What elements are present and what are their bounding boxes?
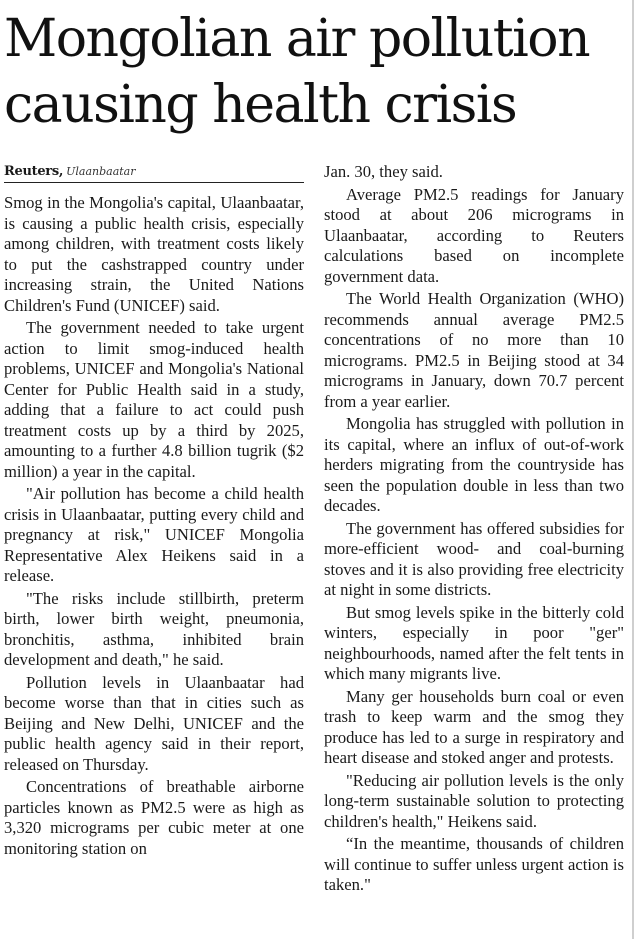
article-column-right [324,162,624,896]
article-paragraph: Mongolia has struggled with pollution in its capital, where an influx of out-of-work herders migrating from the countryside has seen the population double in less than two decades. [324,414,624,515]
article-paragraph: "The risks include stillbirth, preterm birth, lower birth weight, pneumonia, bronchitis, asthma, inhibited brain development and death," he said. [4,588,304,669]
article-paragraph: Smog in the Mongolia's capital, Ulaanbaatar, is causing a public health crisis, especially among children, with treatment costs likely to put the cashstrapped country under increasing strain, the United Nations Children's Fund (UNICEF) said. [4,193,304,315]
byline-place: Ulaanbaatar [66,165,136,178]
article-paragraph: The World Health Organization (WHO) recommends annual average PM2.5 concentrations of no more than 10 micrograms. PM2.5 in Beijing stood at 34 micrograms in January, down 70.7 percent from a year earlier. [324,289,624,411]
page-edge-line [632,0,634,939]
article-paragraph: But smog levels spike in the bitterly cold winters, especially in poor "ger" neighbourhoods, named after the felt tents in which many migrants live. [324,602,624,683]
byline-agency: Reuters, [4,164,64,179]
headline-line-1: Mongolian air pollution [4,9,590,69]
article-paragraph: “In the meantime, thousands of children will continue to suffer unless urgent action is taken." [324,834,624,894]
article-paragraph: Many ger households burn coal or even trash to keep warm and the smog they produce has led to a surge in respiratory and heart disease and stoked anger and protests. [324,686,624,767]
article-paragraph: The government has offered subsidies for more-efficient wood- and coal-burning stoves and it is also providing free electricity at night in some districts. [324,518,624,599]
byline [4,160,304,183]
article-paragraph: Average PM2.5 readings for January stood at about 206 micrograms in Ulaanbaatar, according to Reuters calculations based on incomplete government data. [324,184,624,286]
article-paragraph: The government needed to take urgent action to limit smog-induced health problems, UNICEF and Mongolia's National Center for Public Health said in a study, adding that a failure to act could push treatment costs up by a third by 2025, amounting to a further 4.8 billion tugrik ($2 million) a year in the capital. [4,318,304,481]
headline [4,6,632,138]
article-paragraph: "Reducing air pollution levels is the only long-term sustainable solution to protecting children's health," Heikens said. [324,770,624,831]
article-column-left [4,160,304,859]
article-paragraph: Jan. 30, they said. [324,162,443,181]
headline-line-2: causing health crisis [4,75,517,135]
article-paragraph: Concentrations of breathable airborne particles known as PM2.5 were as high as 3,320 micrograms per cubic meter at one monitoring station on [4,777,304,858]
article-paragraph: Pollution levels in Ulaanbaatar had become worse than that in cities such as Beijing and New Delhi, UNICEF and the public health agency said in their report, released on Thursday. [4,672,304,774]
article-paragraph: "Air pollution has become a child health crisis in Ulaanbaatar, putting every child and pregnancy at risk," UNICEF Mongolia Representative Alex Heikens said in a release. [4,484,304,585]
